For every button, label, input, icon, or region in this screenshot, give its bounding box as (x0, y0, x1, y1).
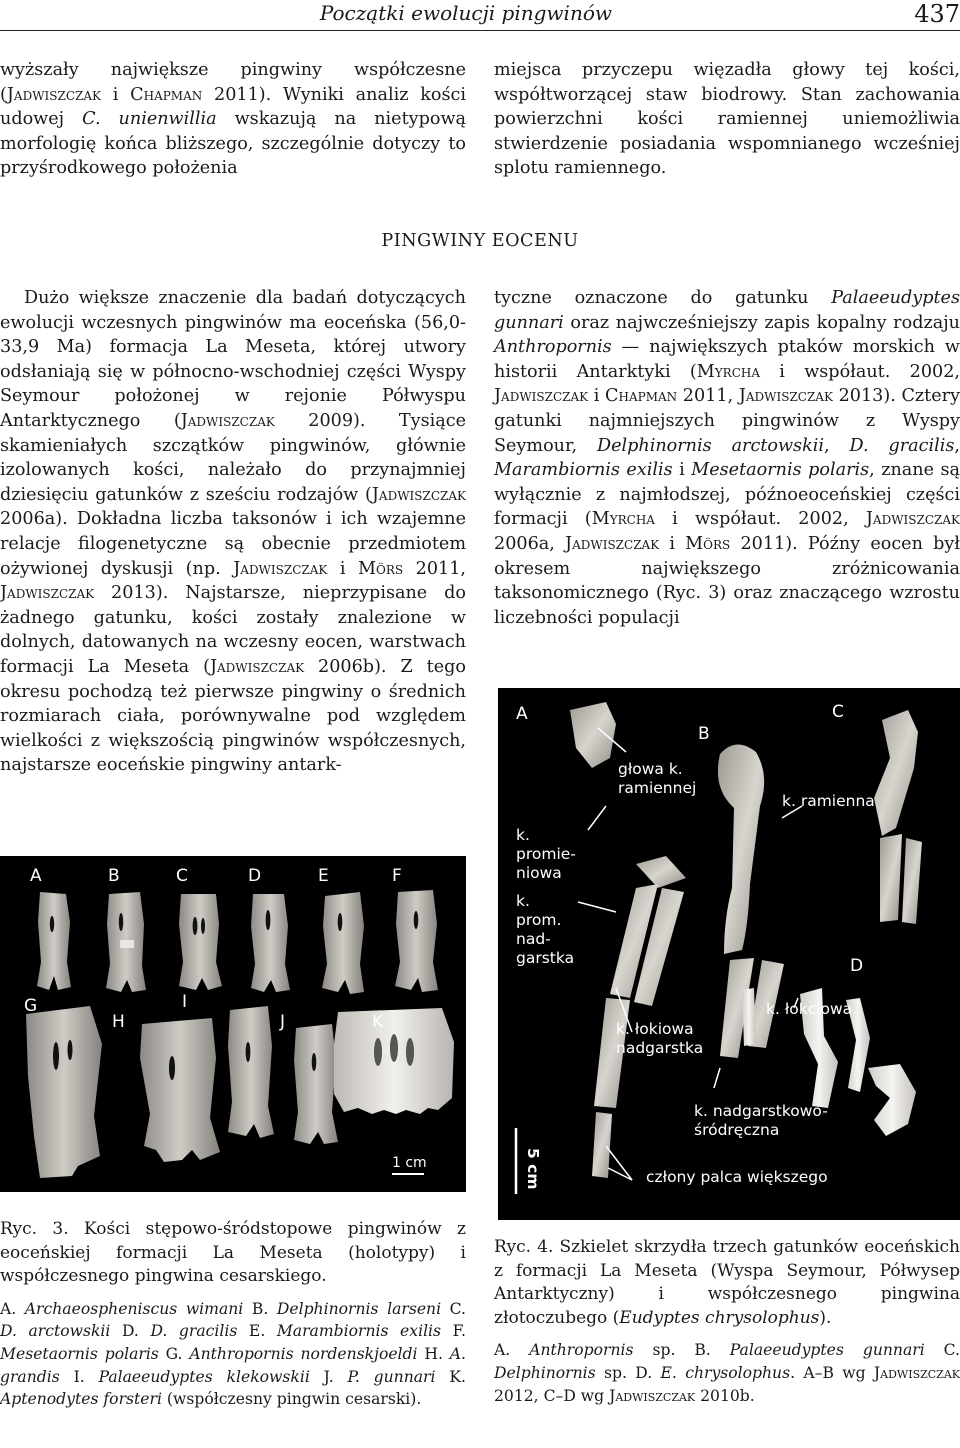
anno-radiale: k. prom. nad- garstka (516, 892, 575, 967)
anno-radius: k. promie- niowa (516, 826, 576, 882)
fig4-label-b: B (698, 724, 710, 744)
bone-j (294, 1024, 338, 1144)
bone-a-humerus-head (570, 702, 616, 768)
bone-h (140, 1018, 220, 1162)
bone-d (251, 894, 290, 992)
bone-e (322, 892, 364, 994)
page-header (0, 0, 960, 36)
bone-a-carpal (636, 856, 686, 888)
anno-humerus: k. ramienna (782, 792, 875, 810)
bone-g (26, 1006, 102, 1178)
bone-i (228, 1006, 274, 1138)
section-heading: PINGWINY EOCENU (381, 231, 579, 251)
fig3-label-i: I (182, 992, 188, 1012)
fig3-label-h: H (112, 1012, 125, 1032)
fig3-scale-label: 1 cm (392, 1155, 427, 1171)
body-left-column: Dużo większe znaczenie dla badań dotyczących ewolucji wczesnych pingwinów ma eoceńska (56,0-33,9 Ma) formacja La Meseta, której utwory odsłaniają się w północno-wschodniej części Wyspy Seymour położonej w rejonie Półwyspu Antarktycznego (Jadwiszczak 2009). Tysiące skamieniałych szczątków pingwinów, głównie izolowanych kości, należało do przynajmniej dziesięciu gatunków z sześciu rodzajów (Jadwiszczak 2006a). Dokładna liczba taksonów i ich wzajemne relacje filogenetyczne są obecnie przedmiotem ożywionej dyskusji (np. Jadwiszczak i Mörs 2011, Jadwiszczak 2013). Najstarsze, nieprzypisane do żadnego gatunku, kości zostały znalezione w dolnych, datowanych na wczesny eocen, warstwach formacji La Meseta (Jadwiszczak 2006b). Z tego okresu pochodzą też pierwsze pingwiny o średnich rozmiarach ciała, porównywalne pod względem wielkości z większością pingwinów współczesnych, najstarsze eoceńskie pingwiny antark- (0, 288, 466, 776)
anno-phalanges: człony palca większego (646, 1168, 828, 1186)
fig4-scale-label: 5 cm (524, 1148, 542, 1190)
anno-ulna: k. łokciowa (766, 1000, 853, 1018)
fig3-label-f: F (392, 866, 402, 886)
fig3-label-b: B (108, 866, 120, 886)
running-title: Początki ewolucji pingwinów (319, 1, 612, 25)
page-number: 437 (914, 0, 960, 28)
top-left-paragraph: wyższały największe pingwiny współczesne (Jadwiszczak i Chapman 2011). Wyniki analiz kości udowej C. unienwillia wskazują na nietypową morfologię końca bliższego, szczególnie dotyczy to przyśrodkowego położenia (0, 60, 466, 179)
header-rule (0, 30, 960, 31)
fig3-label-j: J (280, 1012, 286, 1032)
anno-ulnare: k. łokiowa nadgarstka (616, 1020, 704, 1057)
bone-b-humerus (718, 744, 764, 954)
fig4-label-d: D (850, 956, 864, 976)
figure-3-image (0, 856, 466, 1192)
bone-d-radiale (742, 988, 756, 1046)
bone-c-humerus (874, 710, 918, 836)
bone-k (334, 1008, 454, 1114)
anno-carpometacarpus: k. nadgarstkowo- śródręczna (694, 1102, 828, 1139)
anno-humerus-head: głowa k. ramiennej (618, 760, 697, 797)
bone-b (106, 892, 146, 992)
caption-figure-3: Ryc. 3. Kości stępowo-śródstopowe pingwinów z eoceńskiej formacji La Meseta (holotypy) i współczesnego pingwina cesarskiego. A. Archaeospheniscus wimani B. Delphinornis larseni C. D. arctowskii D. D. gracilis E. Marambiornis exilis F. Mesetaornis polaris G. Anthropornis nordenskjoeldi H. A. grandis I. Palaeeudyptes klekowskii J. P. gunnari K. Aptenodytes forsteri (współczesny pingwin cesarski). (0, 1219, 466, 1409)
bone-a (37, 892, 71, 990)
body-right-column: tyczne oznaczone do gatunku Palaeeudyptes gunnari oraz najwcześniejszy zapis kopalny rodzaju Anthropornis — największych ptaków morskich w historii Antarktyki (Myrcha i współaut. 2002, Jadwiszczak i Chapman 2011, Jadwiszczak 2013). Cztery gatunki najmniejszych pingwinów z Wyspy Seymour, Delphinornis arctowskii, D. gracilis, Marambiornis exilis i Mesetaornis polaris, znane są wyłącznie z najmłodszej, późnoeoceńskiej części formacji (Myrcha i współaut. 2002, Jadwiszczak 2006a, Jadwiszczak i Mörs 2011). Późny eocen był okresem największego zróżnicowania taksonomicznego (Ryc. 3) oraz znaczącego wzrostu liczebności populacji (494, 288, 960, 628)
bone-d-carpometacarpus (868, 1064, 916, 1136)
fig4-label-a: A (516, 704, 528, 724)
fig3-label-c: C (176, 866, 188, 886)
caption-figure-4: Ryc. 4. Szkielet skrzydła trzech gatunków eoceńskich z formacji La Meseta (Wyspa Seymour, Półwysep Antarktyczny) i współczesnego pingwina złotoczubego (Eudyptes chrysolophus). A. Anthropornis sp. B. Palaeeudyptes gunnari C. Delphinornis sp. D. E. chrysolophus. A–B wg Jadwiszczak 2012, C–D wg Jadwiszczak 2010b. (494, 1237, 960, 1405)
fig3-label-d: D (248, 866, 262, 886)
top-right-paragraph: miejsca przyczepu więzadła głowy tej kości, współtworzącej staw biodrowy. Stan zachowania powierzchni kości ramiennej uniemożliwia stwierdzenie posiadania wspomnianego wcześniej splotu ramiennego. (494, 60, 960, 179)
fig3-label-a: A (30, 866, 42, 886)
bone-c-ulna (902, 838, 922, 924)
fig3-label-k: K (372, 1012, 384, 1032)
fig4-label-c: C (832, 702, 844, 722)
bone-f (395, 890, 438, 992)
figure-3-drawing (0, 856, 466, 1192)
bone-c (179, 894, 222, 990)
figure-4-image (498, 688, 960, 1220)
fig3-label-e: E (318, 866, 329, 886)
fig3-label-g: G (24, 996, 38, 1016)
bone-c-radius (880, 834, 902, 922)
